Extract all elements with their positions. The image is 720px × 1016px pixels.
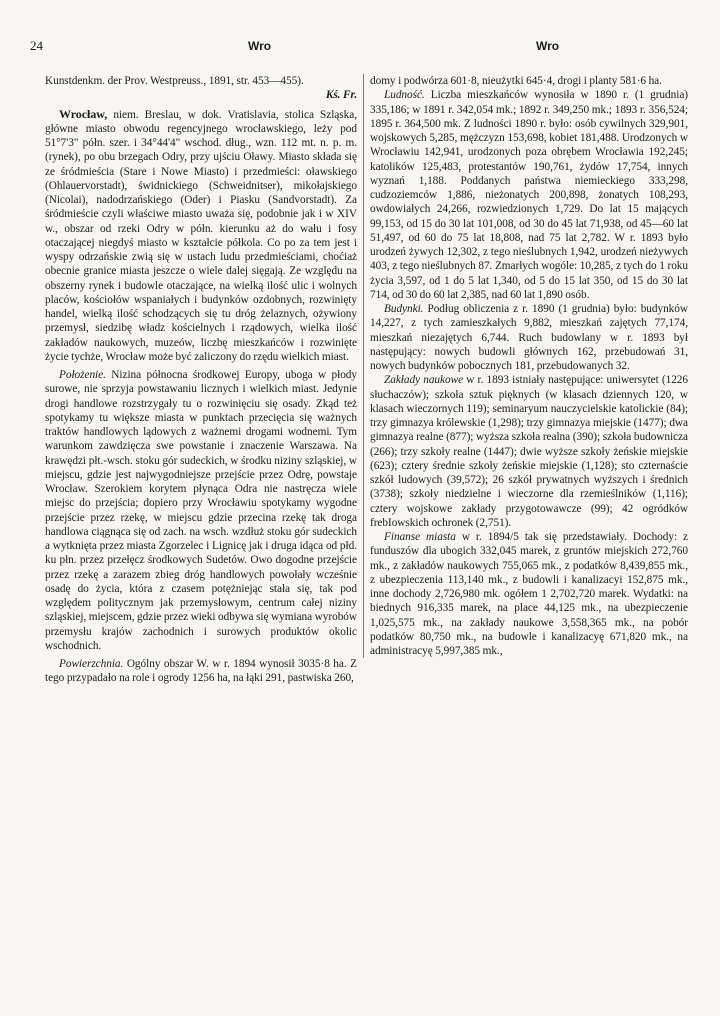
paragraph-finanse bbox=[370, 530, 688, 658]
paragraph-text: w r. 1894/5 tak się przedstawiały. Dochody: z funduszów dla ubogich 332,045 marek, z gruntów miejskich 272,760 mk., z zakładów naukowych 755,065 mk., z podatków 8,439,855 mk., z ubezpieczenia 113,140 mk., z budowli i kanalizacyi 152,875 mk., inne dochody 2,726,980 mk. ogółem 1 2,702,720 marek. Wydatki: na biednych 916,335 marek, na place 44,125 mk., na ubezpieczenie 1,025,575 mk., na zakłady naukowe 3,558,365 mk., na pobór podatków 80,750 mk., na budowle i kanalizacyę 671,820 mk., na administracyę 5,997,385 mk., bbox=[370, 531, 689, 657]
paragraph-text: Podług obliczenia z r. 1890 (1 grudnia) było: budynków 14,227, z tych zamieszkałych 9,882, mieszkań zajętych 77,174, mieszkań niezajętych 6,744. Ruch budowlany w r. 1893 był następujący: nowych budowli głównych 162, przebudowań 31, nowych budynków pobocznych 181, przebudowanych 32. bbox=[370, 303, 688, 372]
paragraph-text: Ogólny obszar W. w r. 1894 wynosił 3035·8 ha. Z tego przypadało na role i ogrody 1256 ha, na łąki 291, pastwiska 260, bbox=[45, 658, 357, 685]
running-head-right: Wro bbox=[536, 39, 560, 53]
running-head-left: Wro bbox=[248, 39, 272, 53]
paragraph-text: Nizina północna środkowej Europy, uboga w płody surowe, nie sprzyja powstawaniu licznych i wielkich miast. Jedynie drogi handlowe rozstrzygały tu o rozwinięciu się osady. Zkąd też spotykamy tu większe miasta w punktach przecięcia się ważnych traktów handlowych lądowych z ważnemi drogami wodnemi. Tym warunkom zawdzięcza swe powstanie i znaczenie Warszawa. Na krawędzi płt.-wsch. stoku gór sudeckich, w środku niziny szląskiej, w miejscu, gdzie jest najwygodniejsze przejście przez Odrę, powstaje Wrocław. Szerokiem korytem płynąca Odra nie nastręcza wiele miejsc do przejścia; dopiero przy Wrocławiu spotykamy wygodne przejście przez rzekę, w miejscu gdzie przecina rzekę tak droga handlowa ciągnąca się od zach. na wsch. wzdłuż stoku gór sudeckich a wytknięta przez miasta Zgorzelec i Lignicę jak i druga idąca od płd. ku płn. przez przełęcz środkowych Sudetów. Owo dogodne przejście przez rzekę a zarazem zbieg dróg handlowych powołały wcześnie osadę do życia, która z czasem potężniejąc stała się, tak pod względem politycznym jak przemysłowym, centrum całej niziny szląskiej, miejscem, gdzie przez wieki odbywa się wymiana wyrobów przemysłu krajów zachodnich i surowych produktów okolic wschodnich. bbox=[45, 369, 358, 652]
left-column bbox=[45, 74, 357, 686]
paragraph-zaklady bbox=[370, 373, 688, 530]
author-signature: Kś. Fr. bbox=[325, 89, 357, 102]
paragraph-polozenie bbox=[45, 368, 357, 653]
entry-wroclaw bbox=[45, 107, 357, 365]
paragraph-text: w r. 1893 istniały następujące: uniwersytet (1226 słuchaczów); szkoła sztuk pięknych (w klasach dziennych 120, w klasach wieczornych 119); seminaryum nauczycielskie katolickie (84); trzy gimnazya królewskie (1,298); trzy gimnazya miejskie (1477); dwa gimnazya realne (877); wyższa szkoła realna (390); szkoła budownicza (266); trzy szkoły realne (1447); dwie wyższe szkoły żeńskie miejskie (623); cztery średnie szkoły żeńskie miejskie (1,128); sto czternaście szkół ludowych (39,572); 26 szkół prywatnych wyższych i średnich (3738); szkoły niedzielne i wieczorne dla rzemieślników (1,116); cztery wojskowe zakłady przygotowawcze (99); 42 ogródków frebIowskich ochronek (2,751). bbox=[370, 374, 688, 529]
right-column bbox=[363, 74, 688, 658]
entry-intro-text: niem. Breslau, w dok. Vratislavia, stolica Szląska, główne miasto obwodu regencyjnego wrocławskiego, leży pod 51°7'3" półn. szer. i 34°44'4" wschod. dług., wzn. 112 mt. n. p. m. (rynek), po obu brzegach Odry, przy ujściu Oławy. Miasto składa się ze śródmieścia (Stare i Nowe Miasto) i przedmieści: oławskiego (Ohlauervorstadt), świdnickiego (Schweidnitser), mikołajskiego (Nicolai), nadodrzańskiego (Oder) i Piasku (Sandvorstadt). Za śródmieście czyli właściwe miasto uważa się, podobnie jak i w XIV w., obszar od rzeki Odry w półn. kierunku aż do wału i fosy otaczającej niegdyś miasto w kształcie półkola. Co po za tem jest i wyspy odrzańskie zwią się w ustach ludu przedmieściami, choćiaż obecnie granice miasta jeszcze o wiele dalej sięgają. Ze względu na obszerny rynek i budowle otaczające, na wielką ilość ulic i wolnych placów, kościołów wspaniałych i budynków ozdobnych, rozwinięty handel, wielką ilość schodzących się tu dróg żelaznych, ożywiony przemysł, siedzibę władz kościelnych i rządowych, wielka ilość zakładów naukowych, muzeów, liczbę mieszkańców i rozwinięte życie tychże, Wrocław może być zaliczony do rzędu wielkich miast. bbox=[45, 108, 357, 363]
section-heading: Budynki. bbox=[384, 303, 424, 315]
paragraph-text: Liczba mieszkańców wynosiła w 1890 r. (1 grudnia) 335,186; w 1891 r. 342,054 mk.; 1892 r. 349,250 mk.; 1893 r. 356,524; 1895 r. 364,500 mk. Z ludności 1890 r. było: osób cywilnych 329,901, wojskowych 5,285, mężczyzn 153,698, kobiet 181,488. Urodzonych w Wrocławiu 142,941, urodzonych poza obrębem Wrocławia 192,245; katolików 125,483, protestantów 190,761, żydów 17,754, innych wyznań 1,188. Poddanych państwa niemieckiego 333,298, cudzoziemców 1,886, nieżonatych 200,898, żonatych 108,293, owdowiałych 24,266, rozwiedzionych 1,729. Do lat 15 mających 99,153, od 15 do 30 lat 101,008, od 30 do 45 lat 71,938, od 45—60 lat 51,497, od 60 do 75 lat 18,808, nad 75 lat 2,782. W r. 1893 było urodzeń żywych 12,302, z tego nieślubnych 1,942, urodzeń nieżywych 403, z tego nieślubnych 87. Zmarłych wogóle: 10,285, z tych do 1 roku życia 3,597, od 1 do 5 lat 1,340, od 5 do 15 lat 350, od 15 do 30 lat 714, od 30 do 60 lat 2,385, nad 60 lat 1,890 osób. bbox=[370, 89, 688, 301]
page-number: 24 bbox=[30, 38, 43, 53]
section-heading: Ludność. bbox=[384, 89, 425, 102]
page-header bbox=[30, 38, 700, 58]
paragraph-budynki bbox=[370, 302, 688, 373]
carry-over-text: domy i podwórza 601·8, nieużytki 645·4, drogi i planty 581·6 ha. bbox=[370, 75, 662, 87]
section-heading: Położenie. bbox=[59, 369, 106, 381]
section-heading: Zakłady naukowe bbox=[384, 374, 464, 387]
carry-over-text: Kunstdenkm. der Prov. Westpreuss., 1891, str. 453—455). bbox=[45, 75, 304, 87]
paragraph-powierzchnia bbox=[45, 657, 357, 686]
paragraph-ludnosc bbox=[370, 88, 688, 302]
section-heading: Finanse miasta bbox=[384, 531, 456, 543]
section-heading: Powierzchnia. bbox=[59, 658, 124, 670]
entry-headword: Wrocław, bbox=[59, 106, 108, 121]
